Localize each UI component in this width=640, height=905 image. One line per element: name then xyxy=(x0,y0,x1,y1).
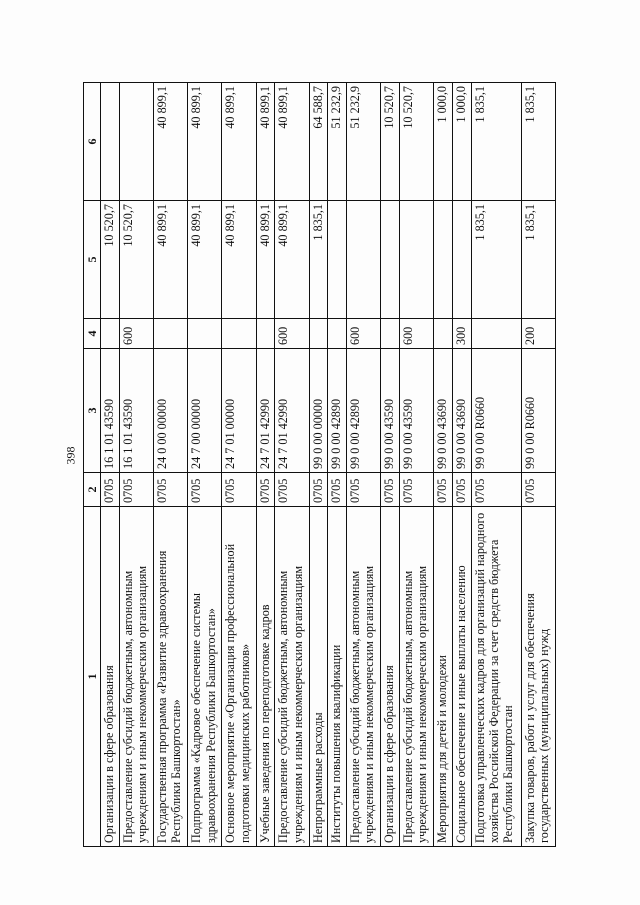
row-section: 0705 xyxy=(453,473,472,507)
row-type: 200 xyxy=(521,319,555,349)
row-value-5 xyxy=(347,201,381,319)
row-section: 0705 xyxy=(275,473,309,507)
row-value-6: 40 899,1 xyxy=(188,83,222,201)
row-section: 0705 xyxy=(400,473,434,507)
row-name: Государственная программа «Развитие здравоохранения Республики Башкортостан» xyxy=(154,507,188,847)
table-header-row xyxy=(84,83,101,847)
table-row xyxy=(381,83,400,847)
row-code: 24 7 01 42990 xyxy=(256,349,275,473)
row-section: 0705 xyxy=(222,473,256,507)
table-row xyxy=(434,83,453,847)
row-section: 0705 xyxy=(101,473,120,507)
row-name: Предоставление субсидий бюджетным, автономным учреждениям и иным некоммерческим организациям xyxy=(347,507,381,847)
row-name: Институты повышения квалификации xyxy=(328,507,347,847)
row-name: Закупка товаров, работ и услуг для обеспечения государственных (муниципальных) нужд xyxy=(521,507,555,847)
row-type xyxy=(101,319,120,349)
table-row xyxy=(521,83,555,847)
row-value-6: 64 588,7 xyxy=(309,83,328,201)
row-code: 99 0 00 43690 xyxy=(453,349,472,473)
row-value-6: 51 232,9 xyxy=(328,83,347,201)
budget-table xyxy=(83,82,556,847)
row-value-5: 40 899,1 xyxy=(222,201,256,319)
row-type xyxy=(154,319,188,349)
row-value-5 xyxy=(453,201,472,319)
row-type: 600 xyxy=(400,319,434,349)
table-row xyxy=(328,83,347,847)
row-name: Предоставление субсидий бюджетным, автономным учреждениям и иным некоммерческим организациям xyxy=(400,507,434,847)
row-value-6: 1 000,0 xyxy=(434,83,453,201)
row-code: 16 1 01 43590 xyxy=(101,349,120,473)
row-code: 99 0 00 00000 xyxy=(309,349,328,473)
row-section: 0705 xyxy=(471,473,521,507)
row-name: Организации в сфере образования xyxy=(101,507,120,847)
header-col-2: 2 xyxy=(84,473,101,507)
row-section: 0705 xyxy=(154,473,188,507)
row-code: 99 0 00 42890 xyxy=(347,349,381,473)
row-code: 99 0 00 43690 xyxy=(434,349,453,473)
row-value-6: 10 520,7 xyxy=(400,83,434,201)
row-section: 0705 xyxy=(521,473,555,507)
row-section: 0705 xyxy=(381,473,400,507)
row-code: 99 0 00 43590 xyxy=(381,349,400,473)
header-col-4: 4 xyxy=(84,319,101,349)
row-value-6: 40 899,1 xyxy=(222,83,256,201)
table-row xyxy=(101,83,120,847)
row-type: 600 xyxy=(347,319,381,349)
row-type xyxy=(188,319,222,349)
row-name: Непрограммные расходы xyxy=(309,507,328,847)
row-section: 0705 xyxy=(347,473,381,507)
header-col-1: 1 xyxy=(84,507,101,847)
row-code: 24 7 00 00000 xyxy=(188,349,222,473)
header-col-5: 5 xyxy=(84,201,101,319)
row-type xyxy=(222,319,256,349)
table-row xyxy=(275,83,309,847)
row-name: Организации в сфере образования xyxy=(381,507,400,847)
row-value-6: 1 835,1 xyxy=(521,83,555,201)
header-col-3: 3 xyxy=(84,349,101,473)
row-value-6: 10 520,7 xyxy=(381,83,400,201)
row-value-5: 10 520,7 xyxy=(101,201,120,319)
row-value-6: 40 899,1 xyxy=(275,83,309,201)
row-name: Социальное обеспечение и иные выплаты населению xyxy=(453,507,472,847)
row-value-6 xyxy=(101,83,120,201)
row-type: 600 xyxy=(275,319,309,349)
row-type xyxy=(328,319,347,349)
row-type xyxy=(434,319,453,349)
row-value-6: 1 000,0 xyxy=(453,83,472,201)
row-code: 24 0 00 00000 xyxy=(154,349,188,473)
table-row xyxy=(256,83,275,847)
row-type: 300 xyxy=(453,319,472,349)
row-name: Мероприятия для детей и молодежи xyxy=(434,507,453,847)
table-row xyxy=(347,83,381,847)
row-value-5: 40 899,1 xyxy=(154,201,188,319)
table-row xyxy=(154,83,188,847)
row-type xyxy=(471,319,521,349)
row-type xyxy=(256,319,275,349)
row-value-5: 40 899,1 xyxy=(188,201,222,319)
table-row xyxy=(400,83,434,847)
page-number: 398 xyxy=(63,446,78,465)
row-name: Предоставление субсидий бюджетным, автономным учреждениям и иным некоммерческим организациям xyxy=(275,507,309,847)
row-type xyxy=(381,319,400,349)
row-value-5 xyxy=(434,201,453,319)
table-row xyxy=(453,83,472,847)
row-name: Подготовка управленческих кадров для организаций народного хозяйства Российской Федерации за счет средств бюджета Республики Башкортостан xyxy=(471,507,521,847)
row-name: Основное мероприятие «Организация профессиональной подготовки медицинских работников» xyxy=(222,507,256,847)
row-value-6: 51 232,9 xyxy=(347,83,381,201)
row-code: 99 0 00 42890 xyxy=(328,349,347,473)
row-code: 16 1 01 43590 xyxy=(119,349,153,473)
row-name: Подпрограмма «Кадровое обеспечение системы здравоохранения Республики Башкортостан» xyxy=(188,507,222,847)
row-value-5 xyxy=(328,201,347,319)
row-section: 0705 xyxy=(119,473,153,507)
row-value-6: 40 899,1 xyxy=(256,83,275,201)
row-type xyxy=(309,319,328,349)
row-section: 0705 xyxy=(188,473,222,507)
row-section: 0705 xyxy=(328,473,347,507)
row-value-6 xyxy=(119,83,153,201)
budget-table-container xyxy=(83,83,556,847)
row-code: 24 7 01 00000 xyxy=(222,349,256,473)
table-row xyxy=(119,83,153,847)
row-section: 0705 xyxy=(309,473,328,507)
row-value-5: 1 835,1 xyxy=(309,201,328,319)
row-code: 24 7 01 42990 xyxy=(275,349,309,473)
row-section: 0705 xyxy=(434,473,453,507)
table-row xyxy=(309,83,328,847)
row-section: 0705 xyxy=(256,473,275,507)
row-value-5: 40 899,1 xyxy=(256,201,275,319)
row-value-5 xyxy=(381,201,400,319)
row-value-5: 40 899,1 xyxy=(275,201,309,319)
row-value-6: 1 835,1 xyxy=(471,83,521,201)
row-value-5: 1 835,1 xyxy=(521,201,555,319)
table-row xyxy=(471,83,521,847)
row-value-5: 1 835,1 xyxy=(471,201,521,319)
row-code: 99 0 00 R0660 xyxy=(471,349,521,473)
row-name: Предоставление субсидий бюджетным, автономным учреждениям и иным некоммерческим организациям xyxy=(119,507,153,847)
table-row xyxy=(188,83,222,847)
row-name: Учебные заведения по переподготовке кадров xyxy=(256,507,275,847)
row-type: 600 xyxy=(119,319,153,349)
row-value-6: 40 899,1 xyxy=(154,83,188,201)
table-row xyxy=(222,83,256,847)
row-code: 99 0 00 R0660 xyxy=(521,349,555,473)
row-value-5: 10 520,7 xyxy=(119,201,153,319)
row-value-5 xyxy=(400,201,434,319)
header-col-6: 6 xyxy=(84,83,101,201)
row-code: 99 0 00 43590 xyxy=(400,349,434,473)
